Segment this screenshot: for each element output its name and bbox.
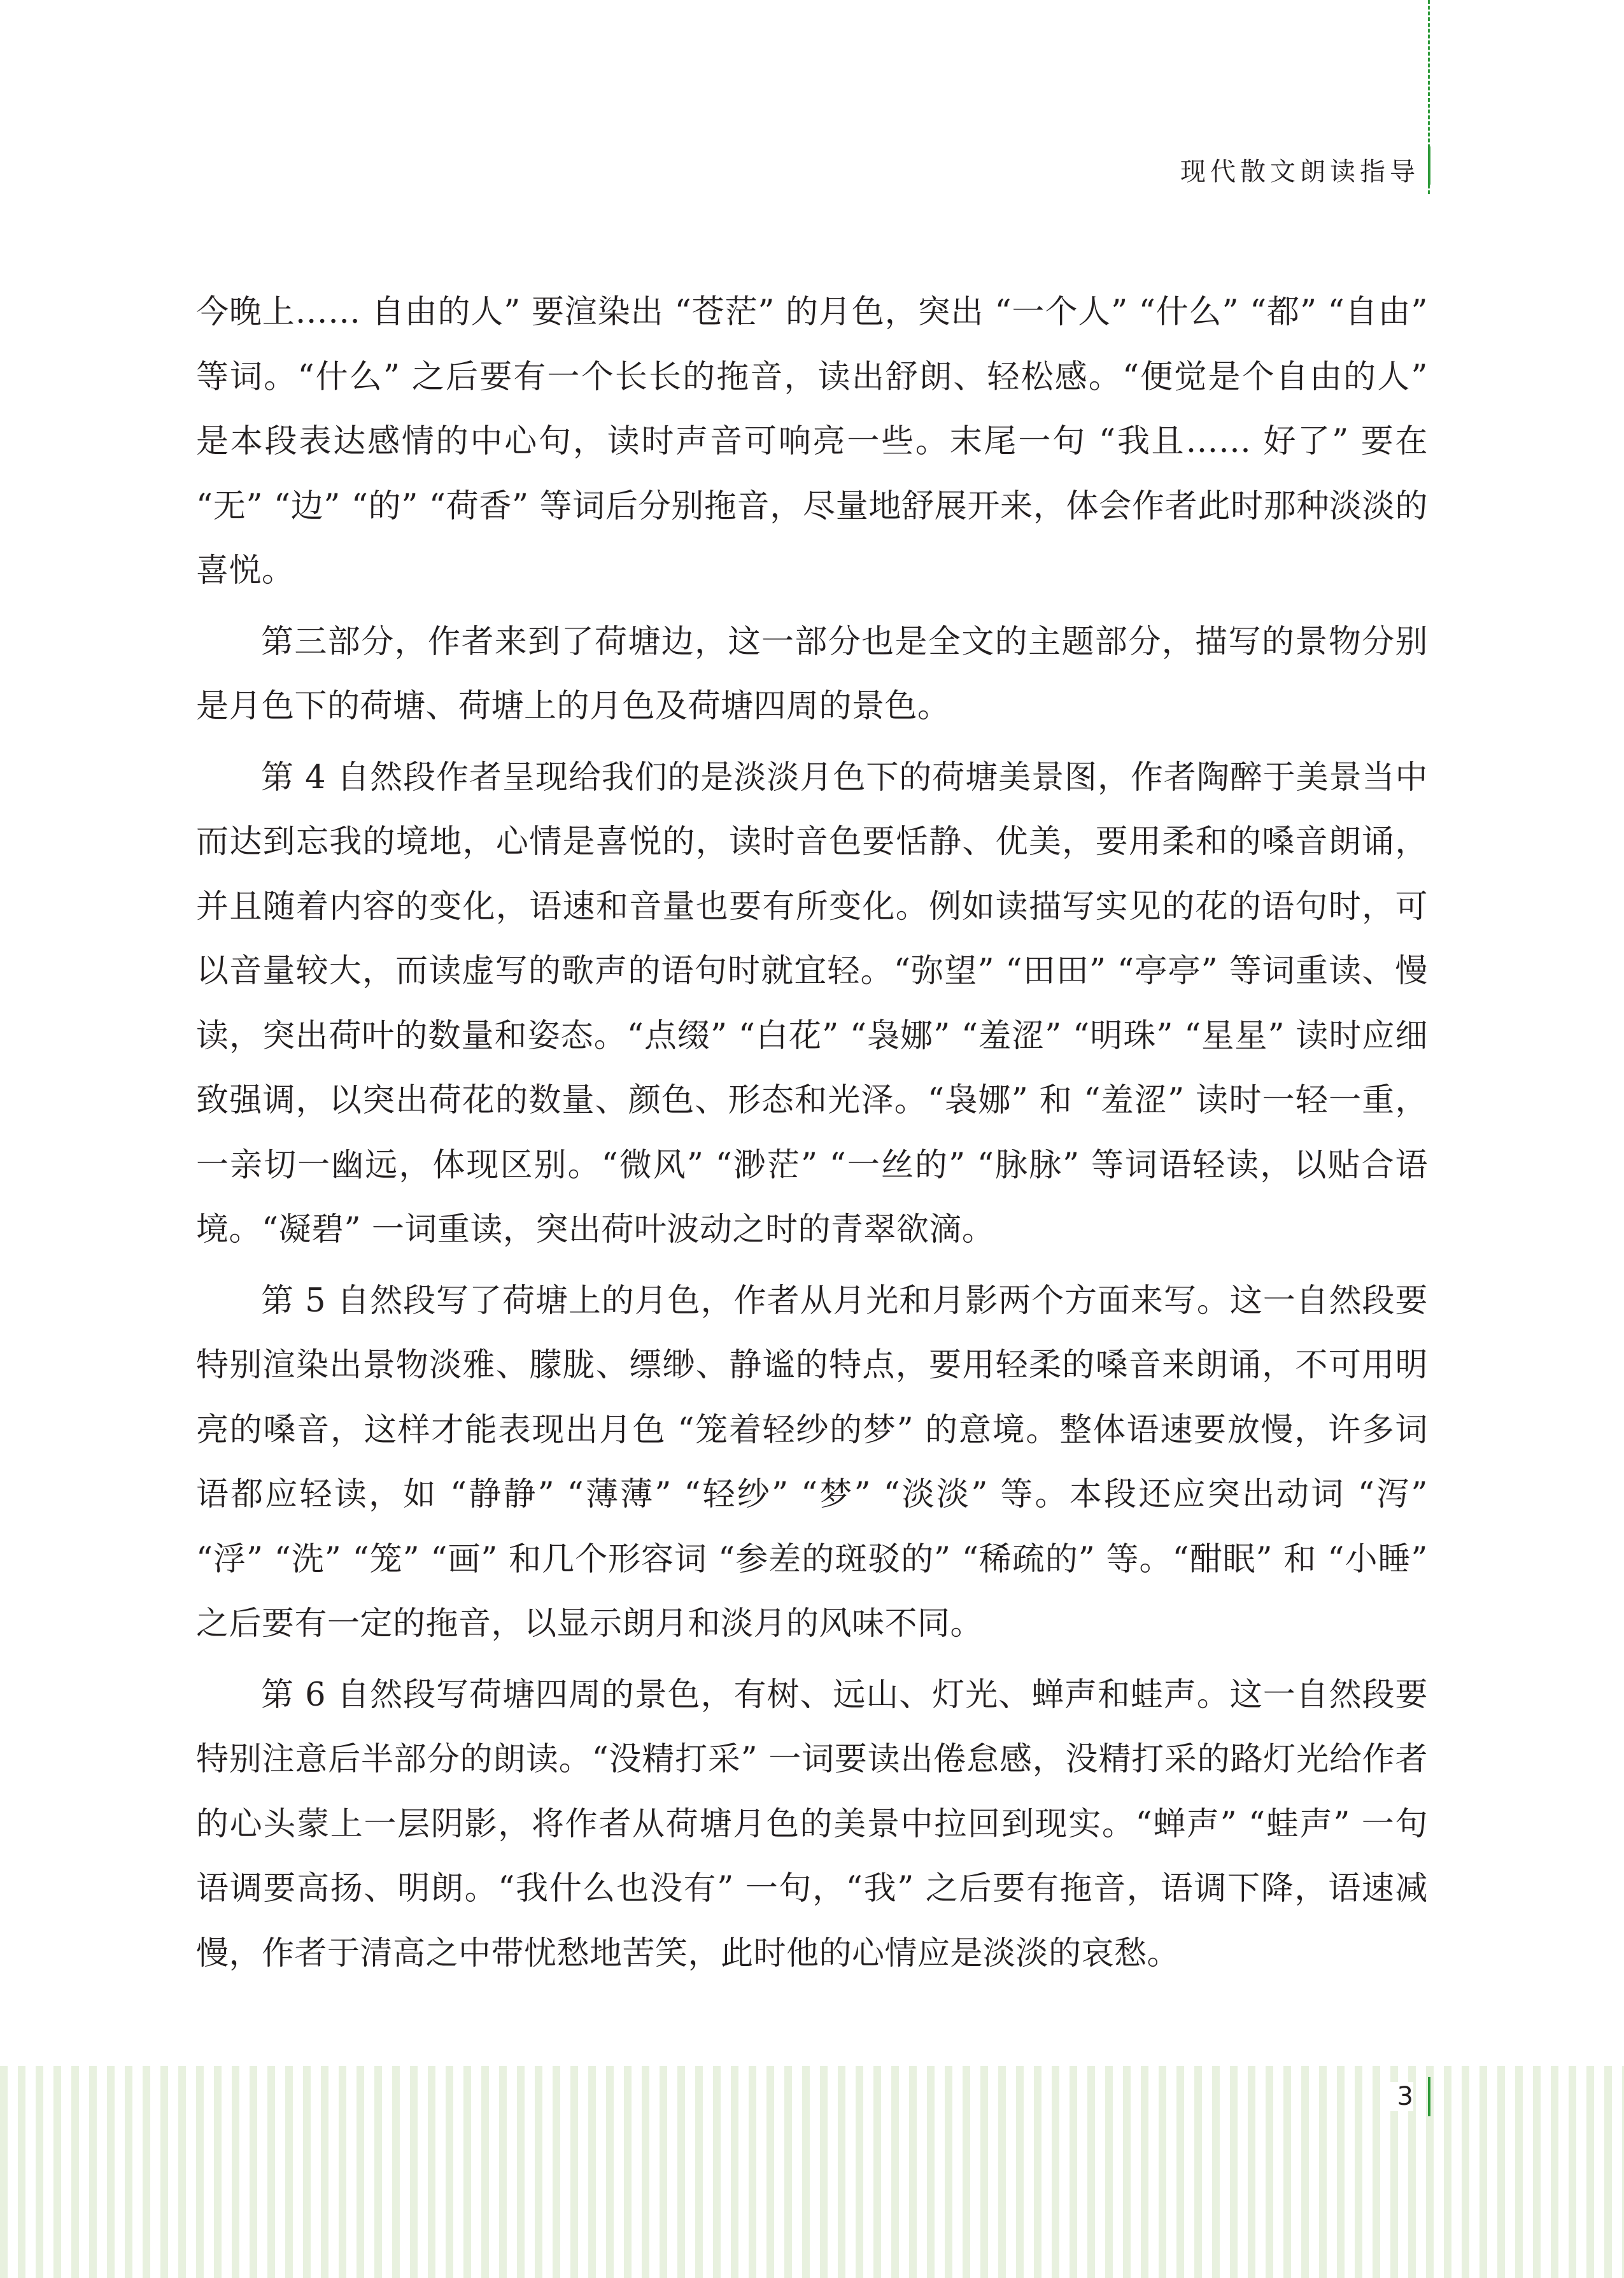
paragraph-4: 第 5 自然段写了荷塘上的月色，作者从月光和月影两个方面来写。这一自然段要特别渲染出景物淡雅、朦胧、缥缈、静谧的特点，要用轻柔的嗓音来朗诵，不可用明亮的嗓音，这样才能表现出月色 “笼着轻纱的梦” 的意境。整体语速要放慢，许多词语都应轻读，如 “静静” “薄薄” “轻纱” “梦” “淡淡” 等。本段还应突出动词 “泻” “浮” “洗” “笼” “画” 和几个形容词 “参差的斑驳的” “稀疏的” 等。“酣眠” 和 “小睡” 之后要有一定的拖音，以显示朗月和淡月的风味不同。 bbox=[196, 1282, 1428, 1643]
paragraph-3: 第 4 自然段作者呈现给我们的是淡淡月色下的荷塘美景图，作者陶醉于美景当中而达到忘我的境地，心情是喜悦的，读时音色要恬静、优美，要用柔和的嗓音朗诵，并且随着内容的变化，语速和音量也要有所变化。例如读描写实见的花的语句时，可以音量较大，而读虚写的歌声的语句时就宜轻。“弥望” “田田” “亭亭” 等词重读、慢读，突出荷叶的数量和姿态。“点缀” “白花” “袅娜” “羞涩” “明珠” “星星” 读时应细致强调，以突出荷花的数量、颜色、形态和光泽。“袅娜” 和 “羞涩” 读时一轻一重，一亲切一幽远，体现区别。“微风” “渺茫” “一丝的” “脉脉” 等词语轻读，以贴合语境。“凝碧” 一词重读，突出荷叶波动之时的青翠欲滴。 bbox=[196, 758, 1428, 1249]
page-number-rule bbox=[1428, 2077, 1430, 2116]
running-header: 现代散文朗读指导 bbox=[1180, 157, 1420, 187]
paragraph-2: 第三部分，作者来到了荷塘边，这一部分也是全文的主题部分，描写的景物分别是月色下的荷塘、荷塘上的月色及荷塘四周的景色。 bbox=[196, 623, 1428, 725]
body-text bbox=[196, 280, 1428, 1992]
paragraph-1: 今晚上…… 自由的人” 要渲染出 “苍茫” 的月色，突出 “一个人” “什么” “都” “自由” 等词。“什么” 之后要有一个长长的拖音，读出舒朗、轻松感。“便觉是个自由的人” 是本段表达感情的中心句，读时声音可响亮一些。末尾一句 “我且…… 好了” 要在 “无” “边” “的” “荷香” 等词后分别拖音，尽量地舒展开来，体会作者此时那种淡淡的喜悦。 bbox=[196, 294, 1428, 590]
paragraph-5: 第 6 自然段写荷塘四周的景色，有树、远山、灯光、蝉声和蛙声。这一自然段要特别注意后半部分的朗读。“没精打采” 一词要读出倦怠感，没精打采的路灯光给作者的心头蒙上一层阴影，将作者从荷塘月色的美景中拉回到现实。“蝉声” “蛙声” 一句语调要高扬、明朗。“我什么也没有” 一句，“我” 之后要有拖音，语调下降，语速减慢，作者于清高之中带忧愁地苦笑，此时他的心情应是淡淡的哀愁。 bbox=[196, 1676, 1428, 1972]
header-rule bbox=[1428, 146, 1430, 185]
page-number: 3 bbox=[1388, 2082, 1413, 2111]
footer-striped-band bbox=[0, 2066, 1624, 2278]
